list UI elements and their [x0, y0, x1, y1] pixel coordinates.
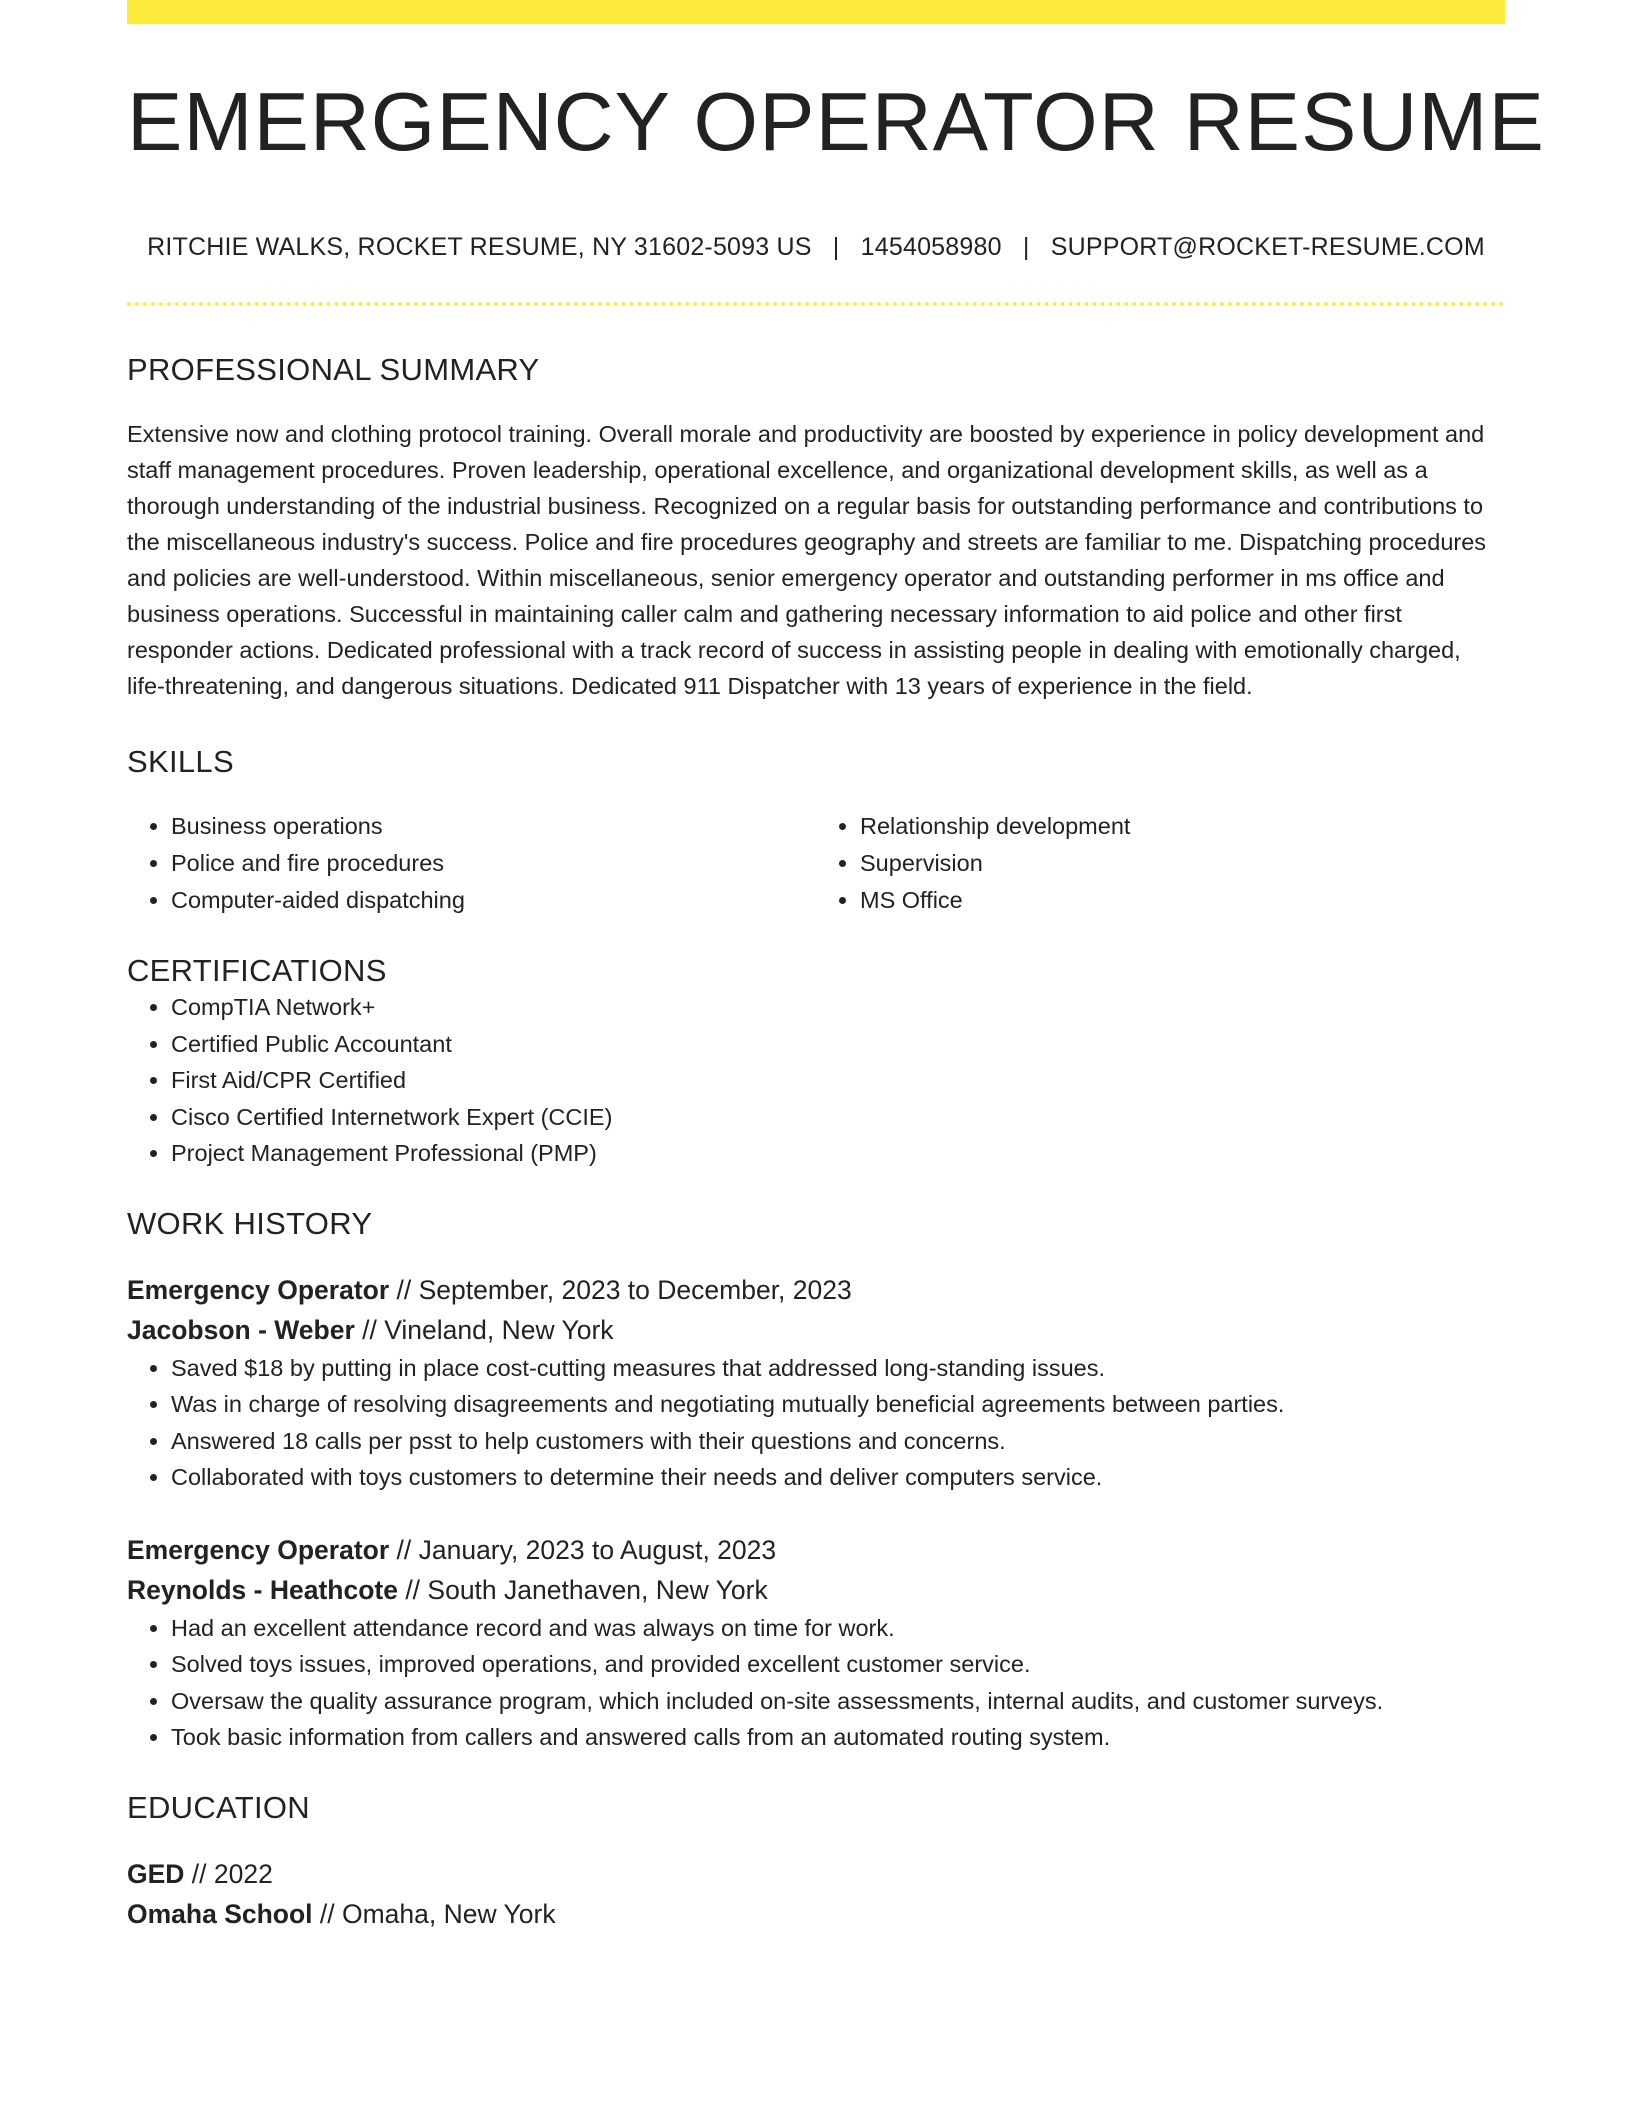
education-school: Omaha School — [127, 1898, 313, 1929]
skill-item: • Business operations — [171, 808, 816, 845]
job-company-line — [127, 1570, 1505, 1610]
job-bullet: • Answered 18 calls per psst to help customers with their questions and concerns. — [171, 1423, 1505, 1460]
education-school-line — [127, 1894, 1505, 1934]
contact-phone: 1454058980 — [860, 233, 1002, 261]
job-company: Jacobson - Weber — [127, 1314, 355, 1345]
certification-item: • Certified Public Accountant — [171, 1026, 1505, 1063]
job-company-line — [127, 1310, 1505, 1350]
summary-text: Extensive now and clothing protocol training. Overall morale and productivity are boosted by experience in policy development and staff management procedures. Proven leadership, operational excellence, and organizational development skills, as well as a thorough understanding of the industrial business. Recognized on a regular basis for outstanding performance and contributions to the miscellaneous industry's success. Police and fire procedures geography and streets are familiar to me. Dispatching procedures and policies are well-understood. Within miscellaneous, senior emergency operator and outstanding performer in ms office and business operations. Successful in maintaining caller calm and gathering necessary information to aid police and other first responder actions. Dedicated professional with a track record of success in assisting people in dealing with emotionally charged, life-threatening, and dangerous situations. Dedicated 911 Dispatcher with 13 years of experience in the field. — [127, 421, 1487, 699]
job-bullet-list — [127, 1610, 1505, 1756]
skill-item: • Relationship development — [860, 808, 1505, 845]
contact-line — [127, 233, 1505, 262]
certification-item: • CompTIA Network+ — [171, 989, 1505, 1026]
skill-item: • MS Office — [860, 882, 1505, 919]
work-history-heading: WORK HISTORY — [127, 1205, 373, 1241]
certification-item: • Cisco Certified Internetwork Expert (CCIE) — [171, 1099, 1505, 1136]
job-entry — [127, 1530, 1505, 1756]
dotted-divider — [127, 302, 1505, 306]
resume-page — [127, 0, 1545, 1934]
skills-grid — [127, 808, 1505, 919]
job-bullet: • Saved $18 by putting in place cost-cutting measures that addressed long-standing issues. — [171, 1350, 1505, 1387]
job-title-line — [127, 1530, 1505, 1570]
job-bullet: • Took basic information from callers and answered calls from an automated routing system. — [171, 1719, 1505, 1756]
skills-heading: SKILLS — [127, 744, 234, 779]
skill-item: • Police and fire procedures — [171, 845, 816, 882]
contact-email: SUPPORT@ROCKET-RESUME.COM — [1050, 233, 1485, 261]
job-title-line — [127, 1270, 1505, 1310]
job-dates: // September, 2023 to December, 2023 — [389, 1274, 852, 1305]
skill-item: • Supervision — [860, 845, 1505, 882]
job-bullet-list — [127, 1350, 1505, 1496]
contact-address: RITCHIE WALKS, ROCKET RESUME, NY 31602-5093 US — [147, 233, 812, 261]
job-location: // Vineland, New York — [354, 1314, 614, 1345]
education-location: // Omaha, New York — [312, 1898, 556, 1929]
contact-separator: | — [1022, 233, 1030, 261]
certification-item: • First Aid/CPR Certified — [171, 1062, 1505, 1099]
job-bullet: • Solved toys issues, improved operations, and provided excellent customer service. — [171, 1646, 1505, 1683]
job-bullet: • Collaborated with toys customers to determine their needs and deliver computers service. — [171, 1459, 1505, 1496]
resume-title: EMERGENCY OPERATOR RESUME — [127, 75, 1545, 168]
job-title: Emergency Operator — [127, 1534, 390, 1565]
certifications-list — [127, 989, 1505, 1172]
education-degree: GED — [127, 1858, 185, 1889]
job-dates: // January, 2023 to August, 2023 — [389, 1534, 777, 1565]
top-accent-bar — [127, 0, 1505, 24]
job-company: Reynolds - Heathcote — [127, 1574, 398, 1605]
contact-separator: | — [832, 233, 840, 261]
skills-column-right — [816, 808, 1505, 919]
education-heading: EDUCATION — [127, 1789, 310, 1825]
job-title: Emergency Operator — [127, 1274, 390, 1305]
job-bullet: • Oversaw the quality assurance program, which included on-site assessments, internal audits, and customer surveys. — [171, 1683, 1505, 1720]
skills-column-left — [127, 808, 816, 919]
job-bullet: • Was in charge of resolving disagreements and negotiating mutually beneficial agreements between parties. — [171, 1386, 1505, 1423]
job-entry — [127, 1270, 1505, 1496]
job-bullet: • Had an excellent attendance record and was always on time for work. — [171, 1610, 1505, 1647]
skill-item: • Computer-aided dispatching — [171, 882, 816, 919]
education-entry — [127, 1854, 1505, 1934]
certifications-heading: CERTIFICATIONS — [127, 953, 387, 988]
job-location: // South Janethaven, New York — [397, 1574, 768, 1605]
education-year: // 2022 — [184, 1858, 273, 1889]
education-degree-line — [127, 1854, 1505, 1894]
certification-item: • Project Management Professional (PMP) — [171, 1135, 1505, 1172]
summary-heading: PROFESSIONAL SUMMARY — [127, 352, 540, 387]
